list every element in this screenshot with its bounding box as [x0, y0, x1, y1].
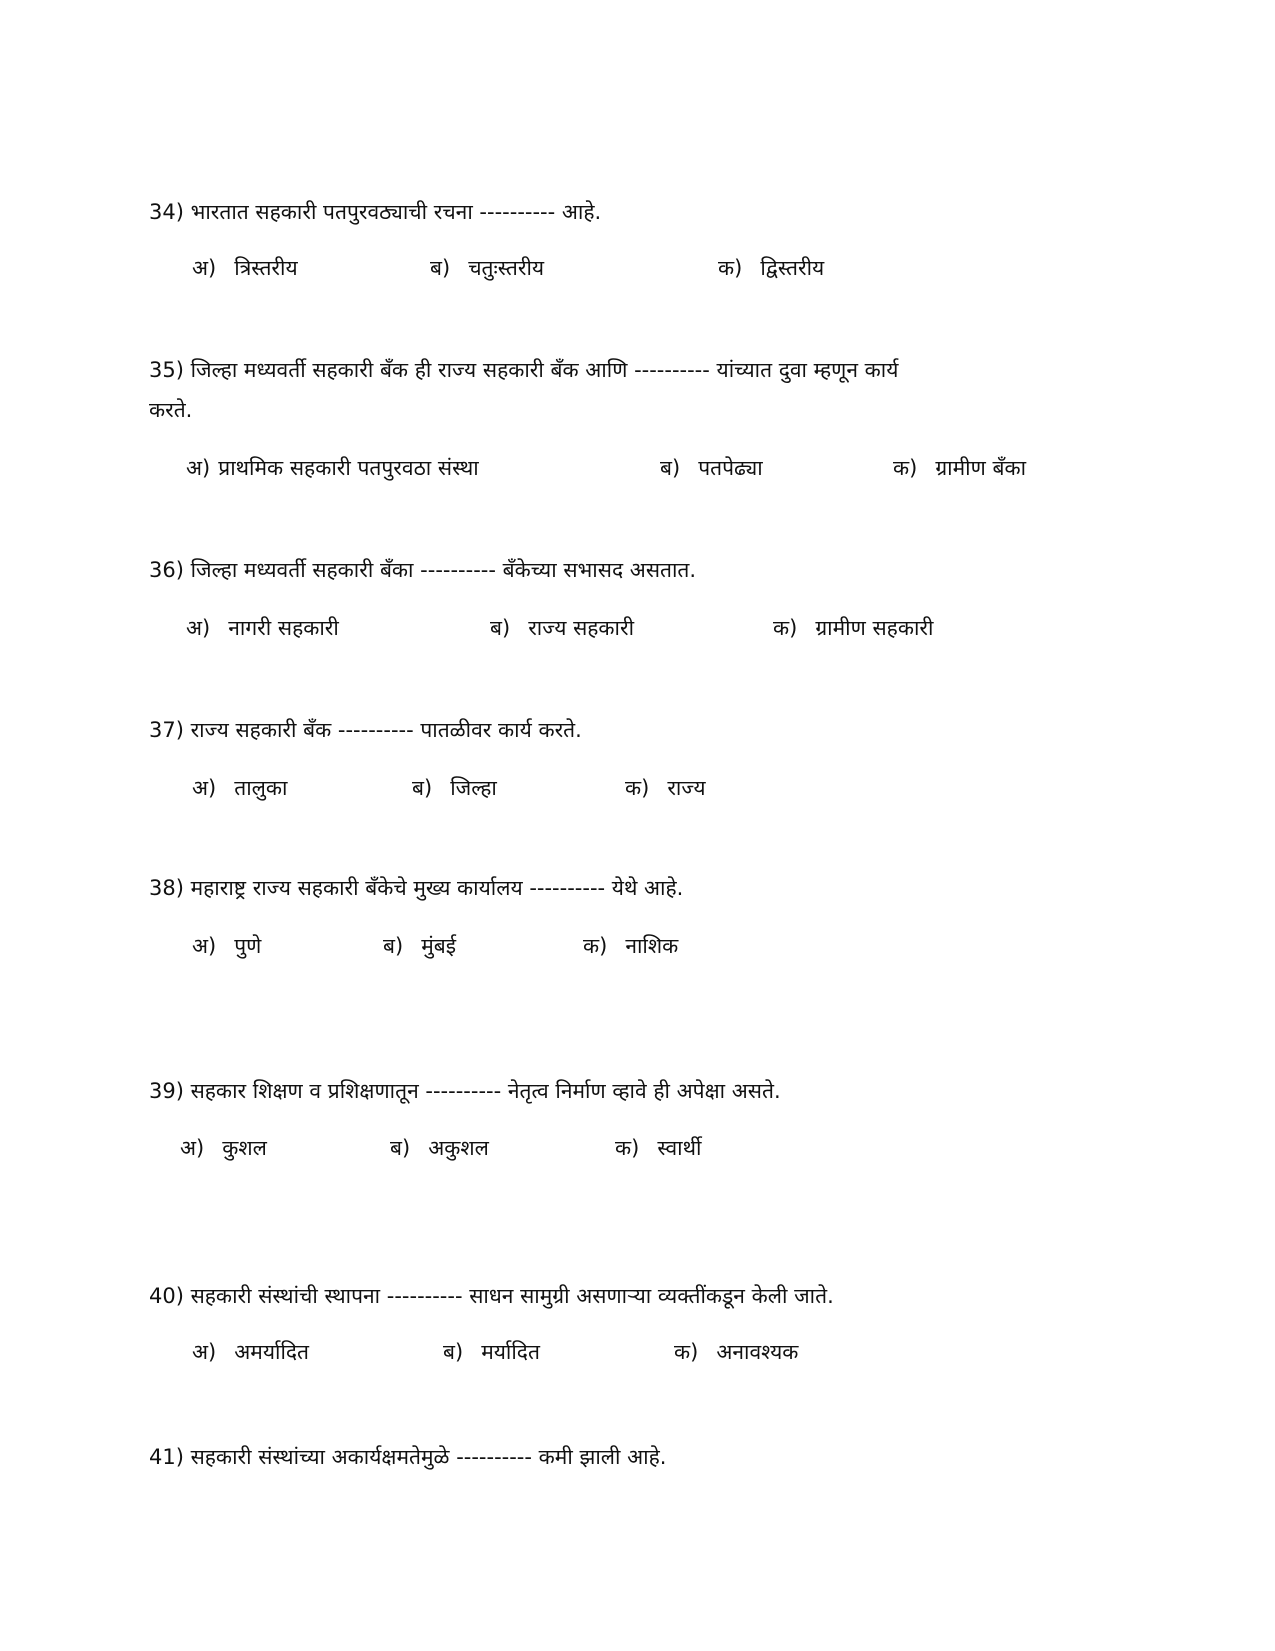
option-c	[625, 774, 706, 802]
question-34: 34) भारतात सहकारी पतपुरवठ्याची रचना ---------- आहे.	[149, 200, 602, 224]
option-c	[674, 1338, 798, 1366]
question-40: 40) सहकारी संस्थांची स्थापना ---------- साधन सामुग्री असणाऱ्या व्यक्तींकडून केली जाते.	[149, 1284, 834, 1308]
option-text: राज्य	[667, 776, 706, 800]
option-a	[192, 1338, 309, 1366]
option-label: क)	[615, 1136, 640, 1160]
option-a	[192, 932, 261, 960]
option-c	[583, 932, 678, 960]
option-c	[718, 254, 824, 282]
option-text: ग्रामीण बँका	[935, 456, 1027, 480]
option-c	[773, 614, 933, 642]
option-a	[180, 1134, 267, 1162]
question-41: 41) सहकारी संस्थांच्या अकार्यक्षमतेमुळे ---------- कमी झाली आहे.	[149, 1445, 667, 1469]
option-b	[390, 1134, 489, 1162]
option-label: ब)	[443, 1340, 464, 1364]
option-text: त्रिस्तरीय	[234, 256, 298, 280]
question-36: 36) जिल्हा मध्यवर्ती सहकारी बँका ---------- बँकेच्या सभासद असतात.	[149, 558, 697, 582]
option-a	[192, 254, 298, 282]
option-text: मर्यादित	[481, 1340, 540, 1364]
option-b	[412, 774, 497, 802]
option-label: अ)	[192, 256, 217, 280]
option-label: अ)	[192, 934, 217, 958]
option-text: अकुशल	[428, 1136, 489, 1160]
option-a	[186, 614, 339, 642]
question-37: 37) राज्य सहकारी बँक ---------- पातळीवर कार्य करते.	[149, 718, 582, 742]
option-label: ब)	[383, 934, 404, 958]
option-c	[893, 454, 1026, 482]
option-label: अ)	[186, 616, 211, 640]
option-b	[383, 932, 456, 960]
option-text: मुंबई	[421, 934, 457, 958]
option-text: अमर्यादित	[234, 1340, 310, 1364]
option-label: क)	[773, 616, 798, 640]
option-label: ब)	[660, 456, 681, 480]
question-39: 39) सहकार शिक्षण व प्रशिक्षणातून ---------- नेतृत्व निर्माण व्हावे ही अपेक्षा असते.	[149, 1079, 781, 1103]
option-b	[430, 254, 544, 282]
option-label: क)	[893, 456, 918, 480]
option-b	[490, 614, 634, 642]
option-label: ब)	[390, 1136, 411, 1160]
option-label: क)	[625, 776, 650, 800]
option-label: अ)	[186, 456, 211, 480]
option-text: नागरी सहकारी	[228, 616, 339, 640]
option-b	[660, 454, 763, 482]
question-38: 38) महाराष्ट्र राज्य सहकारी बँकेचे मुख्य कार्यालय ---------- येथे आहे.	[149, 876, 684, 900]
option-label: क)	[674, 1340, 699, 1364]
option-text: प्राथमिक सहकारी पतपुरवठा संस्था	[218, 456, 479, 480]
option-text: तालुका	[234, 776, 288, 800]
option-label: अ)	[192, 776, 217, 800]
option-text: स्वार्थी	[657, 1136, 702, 1160]
option-text: ग्रामीण सहकारी	[815, 616, 934, 640]
question-35: 35) जिल्हा मध्यवर्ती सहकारी बँक ही राज्य सहकारी बँक आणि ---------- यांच्यात दुवा म्हणून कार्य	[149, 358, 899, 382]
option-a	[186, 454, 479, 482]
option-label: ब)	[412, 776, 433, 800]
option-text: द्विस्तरीय	[760, 256, 825, 280]
option-text: चतुःस्तरीय	[468, 256, 545, 280]
option-text: कुशल	[222, 1136, 267, 1160]
option-text: अनावश्यक	[716, 1340, 799, 1364]
option-label: क)	[718, 256, 743, 280]
option-text: राज्य सहकारी	[528, 616, 635, 640]
option-label: ब)	[490, 616, 511, 640]
option-text: पतपेढ्या	[698, 456, 763, 480]
option-c	[615, 1134, 701, 1162]
option-text: पुणे	[234, 934, 262, 958]
option-text: नाशिक	[625, 934, 679, 958]
option-label: ब)	[430, 256, 451, 280]
option-text: जिल्हा	[450, 776, 497, 800]
option-a	[192, 774, 287, 802]
option-label: अ)	[192, 1340, 217, 1364]
option-label: अ)	[180, 1136, 205, 1160]
option-label: क)	[583, 934, 608, 958]
question-35-line2: करते.	[149, 398, 193, 422]
option-b	[443, 1338, 540, 1366]
